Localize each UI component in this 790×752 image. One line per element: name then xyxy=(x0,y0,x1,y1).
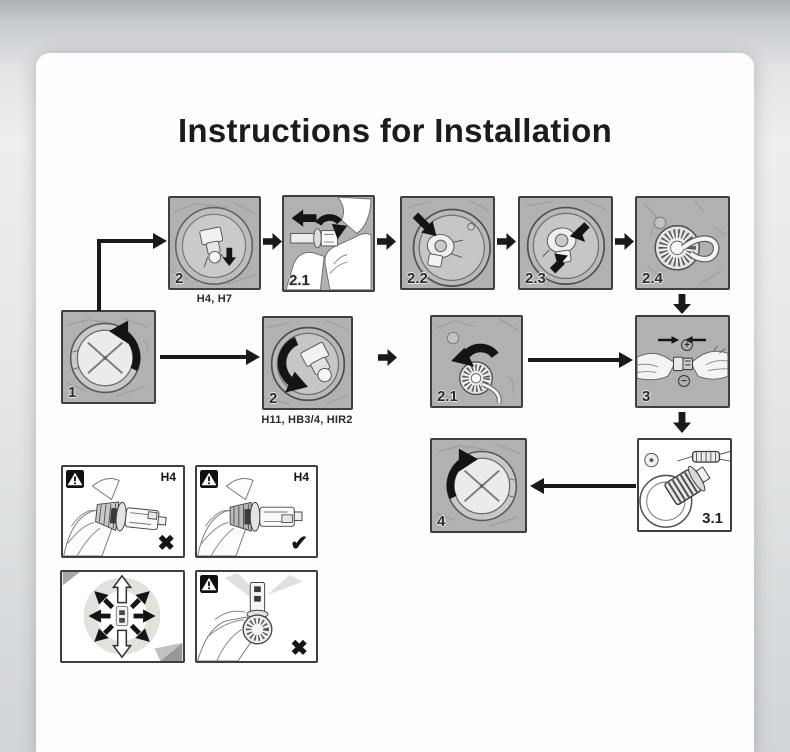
step-number: 1 xyxy=(68,384,77,401)
arrow-1-to-2-head-icon xyxy=(246,349,260,365)
led-bulb-base xyxy=(460,362,493,395)
step-number: 2.4 xyxy=(642,270,663,287)
plus-terminal-symbol: + xyxy=(681,339,693,351)
warning-panel-h4-correct xyxy=(195,465,318,558)
warning-triangle-icon xyxy=(200,575,218,593)
step-number: 2.1 xyxy=(289,272,310,289)
step-panel-2-h11 xyxy=(262,316,353,410)
step-panel-3-connect-plug xyxy=(635,315,730,408)
step-panel-1-open-cover xyxy=(61,310,156,404)
step-panel-2-3-secure xyxy=(518,196,613,290)
check-mark: ✔ xyxy=(290,532,308,555)
step-panel-2-4-installed xyxy=(635,196,730,290)
arrow-31-to-4-line xyxy=(543,484,636,488)
plug-connector xyxy=(673,357,692,370)
step-panel-3-1-insert-led xyxy=(637,438,732,532)
beam-pattern-panel xyxy=(60,570,185,663)
arrow-1-to-2-line xyxy=(160,355,248,359)
bulb-type-label: H4 xyxy=(293,470,309,484)
bulb-type-label: H4 xyxy=(160,470,176,484)
step-number: 2.3 xyxy=(525,270,546,287)
elbow-connector-horizontal xyxy=(97,239,154,243)
wrong-mark: ✖ xyxy=(290,637,308,660)
beam-pattern-illustration xyxy=(62,572,183,661)
elbow-arrowhead-icon xyxy=(153,233,167,249)
arrow-21-to-3-head-icon xyxy=(619,352,633,368)
step-number: 2 xyxy=(175,270,184,287)
warning-triangle-icon xyxy=(66,470,84,488)
minus-terminal-symbol: − xyxy=(678,375,690,387)
led-bulb xyxy=(663,460,714,507)
dust-cover-illustration xyxy=(63,312,154,402)
bulb-type-caption: H11, HB3/4, HIR2 xyxy=(261,414,353,426)
bulb-type-caption: H4, H7 xyxy=(196,293,233,305)
arrow-21-to-3-line xyxy=(528,358,621,362)
warning-triangle-icon xyxy=(200,470,218,488)
step-number: 3 xyxy=(642,388,651,405)
step-number: 2.2 xyxy=(407,270,428,287)
step-number: 4 xyxy=(437,513,446,530)
arrow-left-icon xyxy=(292,210,317,227)
wrong-mark: ✖ xyxy=(157,532,175,555)
wire-connector xyxy=(677,451,730,462)
page-title: Instructions for Installation xyxy=(177,112,613,149)
headlamp-socket-illustration xyxy=(170,198,259,288)
led-fan xyxy=(655,226,699,270)
step-panel-4-close-cover xyxy=(430,438,527,533)
warning-panel-h4-wrong xyxy=(61,465,185,558)
step-number: 2 xyxy=(269,390,278,407)
step-number: 3.1 xyxy=(702,510,723,527)
arrow-31-to-4-head-icon xyxy=(530,478,544,494)
h4-led-bulb xyxy=(230,502,302,531)
connect-plug-illustration xyxy=(637,317,728,406)
step-number: 2.1 xyxy=(437,388,458,405)
warning-panel-grip-wrong xyxy=(195,570,318,663)
halogen-bulb xyxy=(291,229,338,248)
bulb-center xyxy=(116,606,127,625)
elbow-connector-vertical xyxy=(97,241,101,311)
dust-cover-close-illustration xyxy=(432,440,525,531)
arrow-right-small-icon xyxy=(658,336,679,344)
step-panel-2-2-insert xyxy=(400,196,495,290)
step-panel-2-h4h7 xyxy=(168,196,261,290)
step-panel-2-1-remove-bulb xyxy=(282,195,375,292)
step-panel-2-1-twist-base xyxy=(430,315,523,408)
